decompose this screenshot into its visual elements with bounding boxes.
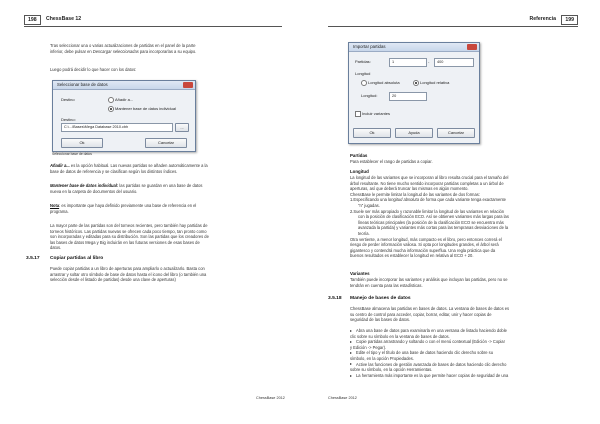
right-page-header-title: Referencia xyxy=(529,16,556,22)
relative-length-label: Longitud relativa xyxy=(420,80,450,85)
variantes-heading: Variantes xyxy=(350,271,370,276)
right-page-header xyxy=(328,16,578,27)
longitud-heading: Longitud xyxy=(350,169,369,174)
dialog-caption: Seleccionar base de datos xyxy=(52,152,92,156)
destino-path-field[interactable]: C:\...\Bases\Mega Database 2010.cbh xyxy=(61,123,173,132)
ok-button[interactable]: Ok xyxy=(61,138,103,148)
include-variations-checkbox[interactable] xyxy=(355,111,361,117)
intro-question: Luego podrá decidir lo que hacer con los datos: xyxy=(50,67,137,72)
option-add-label: Añadir a... xyxy=(115,97,134,102)
option-keep-radio[interactable] xyxy=(108,106,114,112)
para-note: Nota: es importante que haya definido previamente una base de referencia en el programa. xyxy=(50,203,197,214)
destino-label: Destino xyxy=(61,97,75,102)
list-item: Edite el tipo y el título de una base de datos haciendo clic derecho sobre su símbolo, en la opción Propiedades. xyxy=(350,350,494,361)
list-item: Copie partidas arrastrando y soltando o con el menú contextual (Edición -> Copiar y Edición -> Pegar). xyxy=(350,339,505,350)
section-number-3-5-17: 3.5.17 xyxy=(26,256,40,261)
cancel-button[interactable]: Cancelar xyxy=(437,128,475,138)
include-variations-label: Incluir variantes xyxy=(362,111,391,116)
browse-button[interactable]: ... xyxy=(175,123,189,132)
close-icon[interactable] xyxy=(467,44,477,50)
section-title-copy-to-book: Copiar partidas al libro xyxy=(50,256,104,261)
section-title-manage-databases: Manejo de bases de datos xyxy=(350,296,411,301)
left-page-header xyxy=(24,16,282,27)
option-add-radio[interactable] xyxy=(108,97,114,103)
section-text-manage-databases: ChessBase almacena las partidas en bases de datos. La ventana de bases de datos es su centro de control para acceder, copiar, borrar, editar, unir y hacer copias de seguridad de las bases de datos. xyxy=(350,306,510,323)
close-icon[interactable] xyxy=(183,82,193,88)
longitud-group-label: Longitud xyxy=(355,71,371,76)
absolute-length-radio[interactable] xyxy=(361,80,367,86)
partidas-label: Partidas: xyxy=(355,59,371,64)
length-field-label: Longitud: xyxy=(361,93,378,98)
relative-length-radio[interactable] xyxy=(413,80,419,86)
list-item: La herramienta más importante es la que permite hacer copias de seguridad de una xyxy=(350,373,596,379)
para-keep: Mantener base de datos individual: las partidas se guardan en una base de datos nueva en la carpeta de documentos del usuario. xyxy=(50,183,203,194)
cancel-button[interactable]: Cancelar xyxy=(145,138,187,148)
para-update: La mayor parte de las partidas son del torneos recientes, pero también hay partidas de torneos históricos. Las partidas nuevas se ofrecen cada poco tiempo, tan pronto como son incorporadas y editadas para su distribución. Son las partidas que los creadores de las bases de datos Mega y Big incluirán en las futuras versiones de esas bases de datos. xyxy=(50,223,209,251)
variantes-text: También puede incorporar las variantes y análisis que incluyan las partidas, pero no se tendrán en cuenta para las estadísticas. xyxy=(350,277,508,288)
select-database-dialog xyxy=(52,80,196,152)
partidas-heading: Partidas xyxy=(350,153,368,158)
from-field[interactable]: 1 xyxy=(389,58,427,67)
list-item: Active las funciones de gestión avanzada de bases de datos haciendo clic derecho sobre su símbolo, en la opción Herramientas. xyxy=(350,361,507,373)
ok-button[interactable]: Ok xyxy=(353,128,391,138)
section-text-copy-to-book: Puede copiar partidas a un libro de aperturas para ampliarlo o actualizarlo. Basta con arrastrar y soltar otro símbolo de base de datos hasta el icono del libro (o también una selección desde el listado de partidas) desde una clave de aperturas) xyxy=(50,266,207,283)
left-page-number: 198 xyxy=(24,15,41,25)
section-number-3-5-18: 3.5.18 xyxy=(328,296,342,301)
option-keep-label: Mantener base de datos individual xyxy=(115,106,176,111)
to-field[interactable]: 400 xyxy=(434,58,474,67)
list-item: Abra una base de datos para examinarla en una ventana de listado haciendo doble clic sobre su símbolo en la ventana de bases de datos. xyxy=(350,328,507,339)
left-footer: ChessBase 2012 xyxy=(256,396,285,400)
right-page xyxy=(300,0,600,424)
partidas-text: Para establecer el rango de partidas a copiar. xyxy=(350,159,433,164)
length-field[interactable]: 20 xyxy=(389,92,427,101)
para-add: Añadir a... es la opción habitual. Las nuevas partidas se añaden automáticamente a la base de datos de referencia y se clasifican según los distintos índices. xyxy=(50,163,208,174)
dialog-title: Seleccionar base de datos xyxy=(53,81,195,90)
range-dash: - xyxy=(428,59,430,64)
longitud-text: La longitud de las variantes que se incorporan al libro resulta crucial para el tamaño del árbol resultante. No tiene mucho sentido incorporar partidas completas a un árbol de aperturas, así que deberá truncar las mismas en algún momento. ChessBase le permite limitar la longitud de las variantes de dos formas: 1.Especificando una longitud absoluta de forma que cada variante tenga exactamente "n" jugadas. 2.Suele ser más apropiado y razonable limitar la longitud de las variantes en relación con la posición de clasificación ECO. Así se obtienen variantes más largas para las líneas teóricas principales (la posición de la clasificación ECO se encuentra más avanzada la partida) y variantes más cortas para las tempranas desviaciones de la teoría. Otra vertiente, a menor longitud, más compacto es el libro, pero entonces correrá el riesgo de perder información valiosa. Si opta por longitudes grandes, el árbol será gigantesco y contendrá mucha información superflua. Una regla práctica que da buenos resultados es establecer la longitud en relativa al ECO + 20. xyxy=(350,175,509,259)
left-page-header-title: ChessBase 12 xyxy=(46,16,82,22)
destino-path-label: Destino: xyxy=(61,117,76,122)
intro-paragraph: Tras seleccionar una o varias actualizaciones de partidas en el panel de la parte inferior, debe pulsar en Descargar seleccionadas para incorporarlas a su equipo. xyxy=(50,43,197,54)
import-games-dialog xyxy=(348,42,480,144)
absolute-length-label: Longitud absoluta xyxy=(368,80,400,85)
help-button[interactable]: Ayuda xyxy=(395,128,433,138)
right-footer: ChessBase 2012 xyxy=(328,396,357,400)
dialog-title: Importar partidas xyxy=(349,43,479,52)
right-page-number: 199 xyxy=(561,15,578,25)
bullet-list xyxy=(350,328,596,378)
